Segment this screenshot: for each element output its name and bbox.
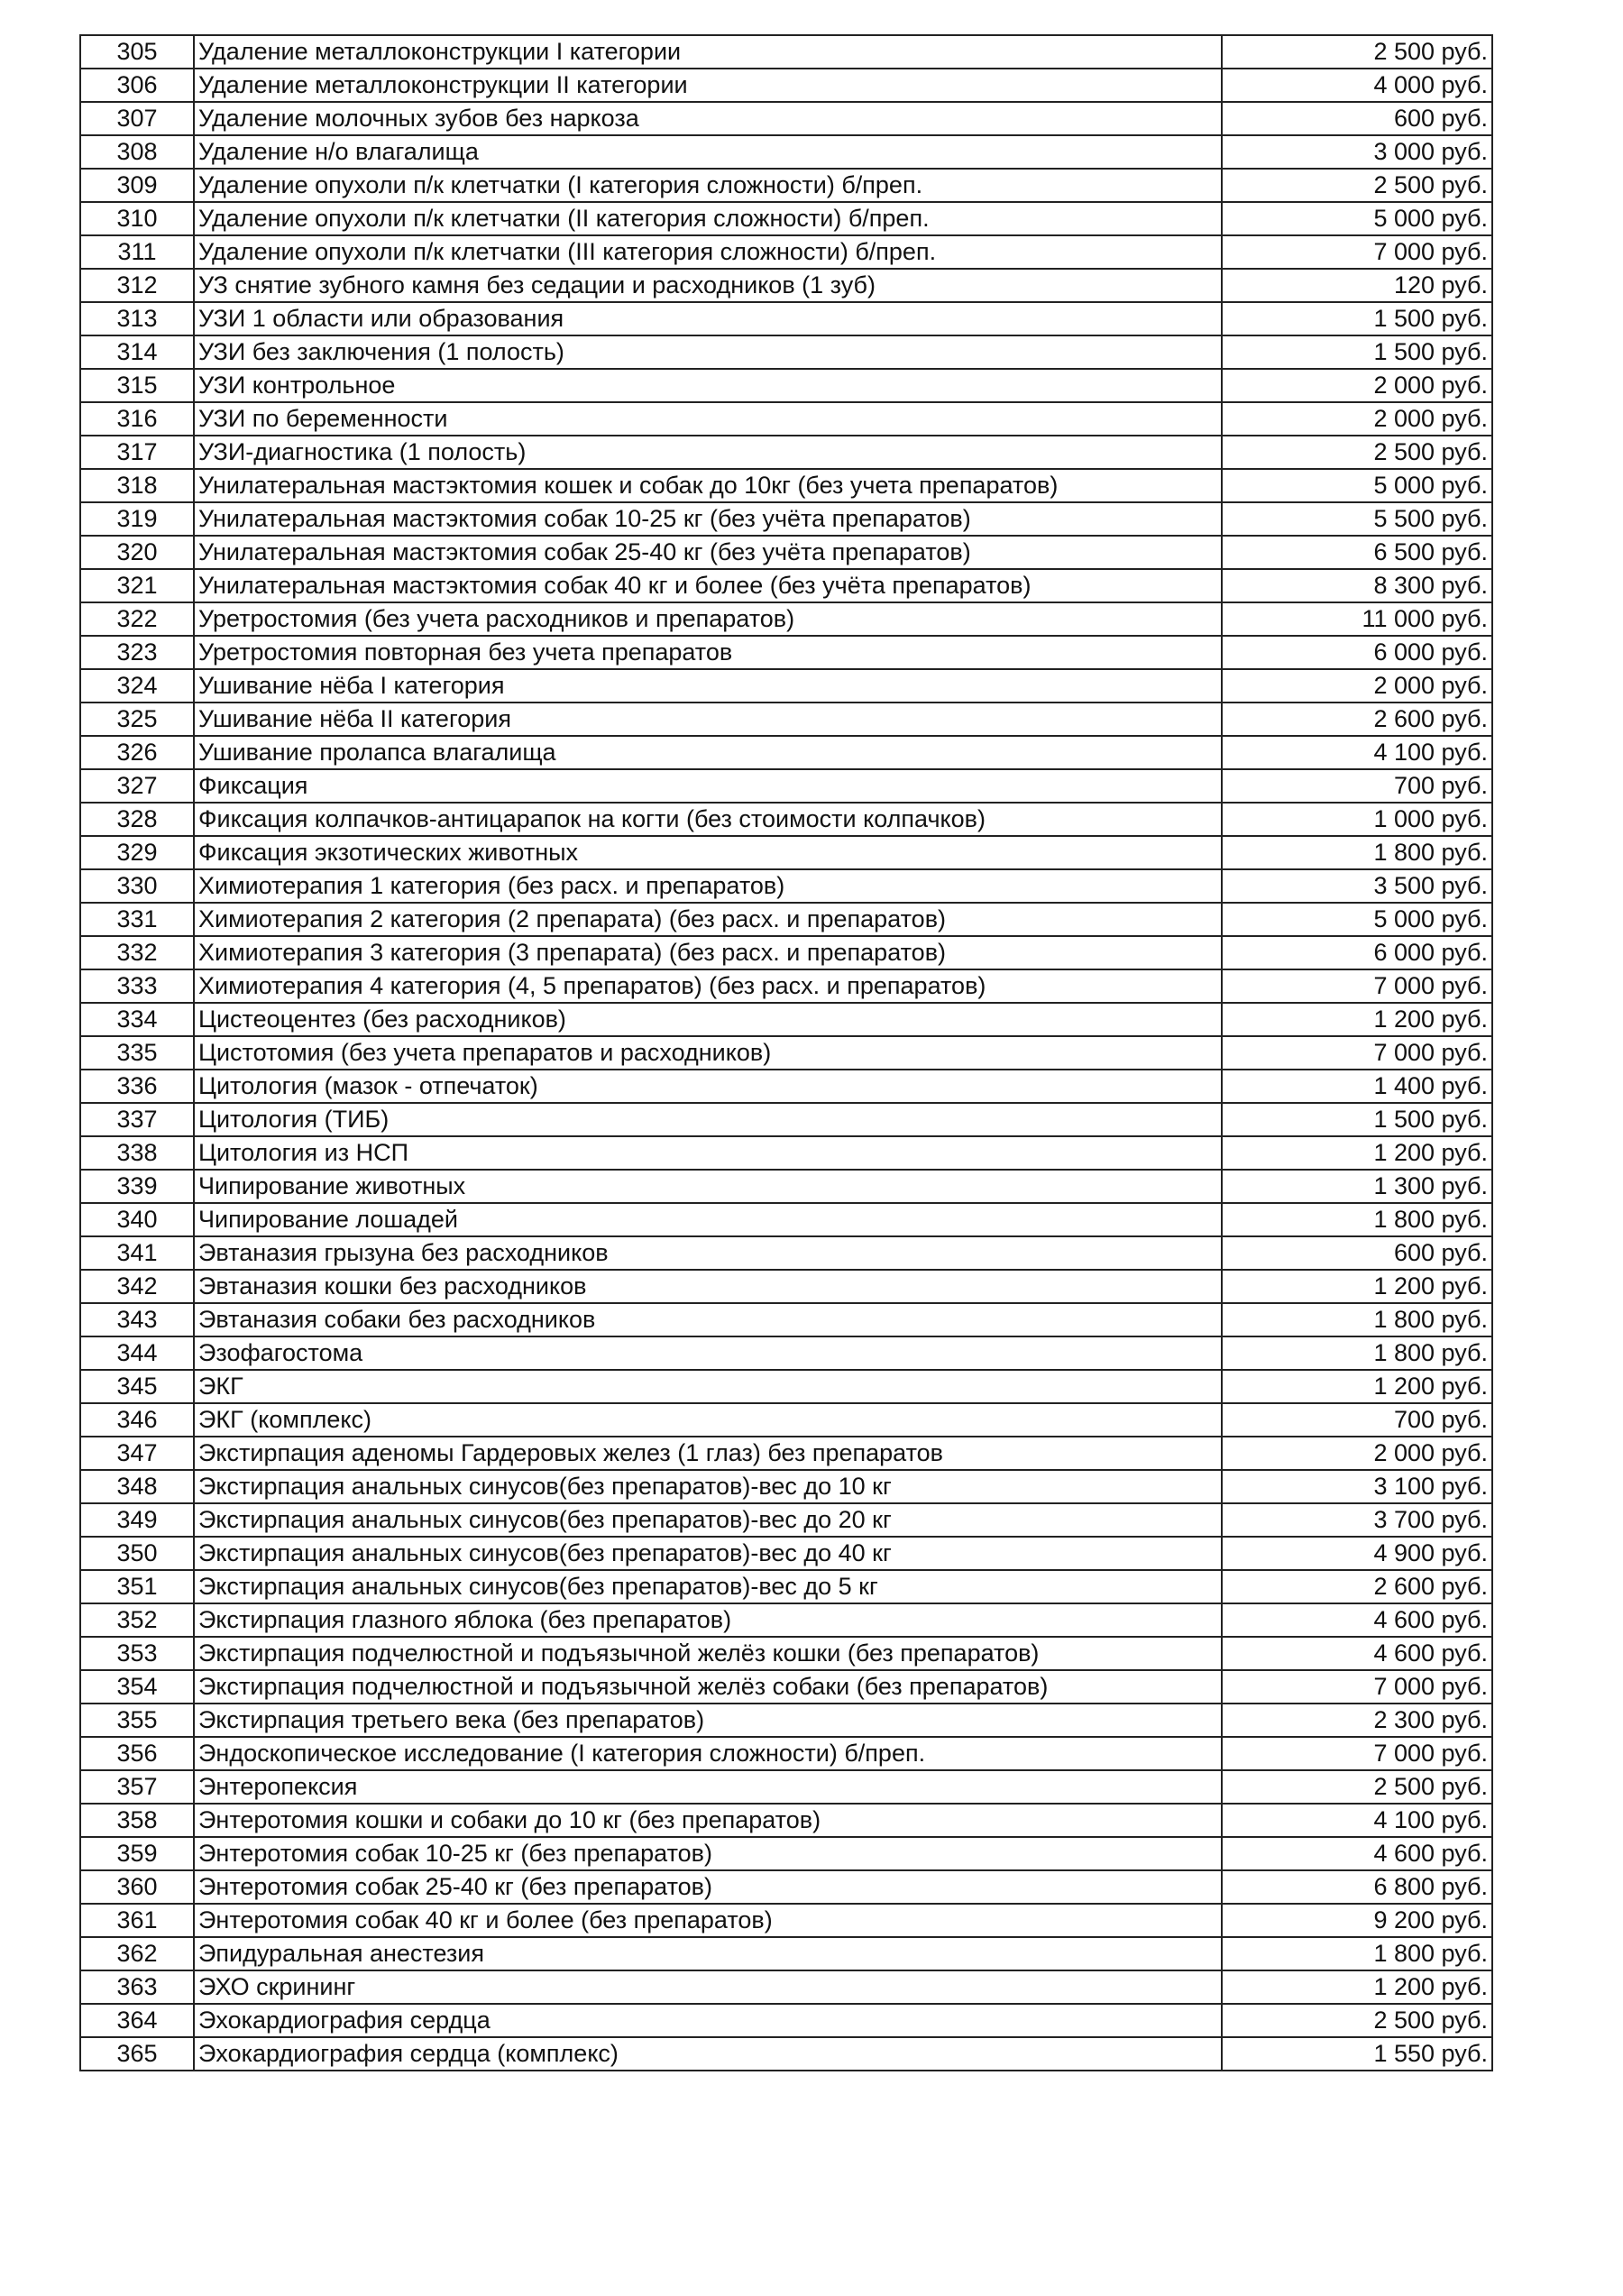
row-number: 353 [80, 1637, 194, 1670]
row-number: 365 [80, 2037, 194, 2071]
row-number: 336 [80, 1070, 194, 1103]
row-number: 357 [80, 1770, 194, 1804]
row-number: 332 [80, 936, 194, 969]
service-price: 2 500 руб. [1222, 35, 1492, 69]
row-number: 309 [80, 169, 194, 202]
service-name: Эзофагостома [194, 1336, 1222, 1370]
row-number: 315 [80, 369, 194, 402]
table-row [80, 2004, 1492, 2037]
row-number: 320 [80, 536, 194, 569]
service-price: 2 000 руб. [1222, 369, 1492, 402]
row-number: 363 [80, 1970, 194, 2004]
service-price: 1 200 руб. [1222, 1370, 1492, 1403]
table-row [80, 969, 1492, 1003]
service-price: 1 200 руб. [1222, 1003, 1492, 1036]
table-row [80, 1670, 1492, 1704]
service-price: 700 руб. [1222, 769, 1492, 803]
service-price: 7 000 руб. [1222, 1670, 1492, 1704]
service-price: 9 200 руб. [1222, 1904, 1492, 1937]
service-name: ЭКГ (комплекс) [194, 1403, 1222, 1437]
service-price: 4 100 руб. [1222, 736, 1492, 769]
row-number: 323 [80, 636, 194, 669]
row-number: 334 [80, 1003, 194, 1036]
service-price: 3 500 руб. [1222, 869, 1492, 903]
service-name: ЭКГ [194, 1370, 1222, 1403]
service-price: 1 200 руб. [1222, 1270, 1492, 1303]
table-row [80, 302, 1492, 335]
table-row [80, 836, 1492, 869]
row-number: 308 [80, 135, 194, 169]
service-price: 3 700 руб. [1222, 1503, 1492, 1537]
service-name: Энтеротомия собак 40 кг и более (без препаратов) [194, 1904, 1222, 1937]
service-name: Удаление опухоли п/к клетчатки (III категория сложности) б/преп. [194, 235, 1222, 269]
row-number: 317 [80, 436, 194, 469]
service-price: 600 руб. [1222, 102, 1492, 135]
service-name: УЗ снятие зубного камня без седации и расходников (1 зуб) [194, 269, 1222, 302]
table-row [80, 469, 1492, 502]
table-row [80, 2037, 1492, 2071]
service-name: Фиксация [194, 769, 1222, 803]
service-name: Эвтаназия кошки без расходников [194, 1270, 1222, 1303]
service-name: Химиотерапия 3 категория (3 препарата) (без расх. и препаратов) [194, 936, 1222, 969]
table-row [80, 1937, 1492, 1970]
service-name: Экстирпация подчелюстной и подъязычной желёз собаки (без препаратов) [194, 1670, 1222, 1704]
service-price: 2 000 руб. [1222, 669, 1492, 703]
table-row [80, 135, 1492, 169]
row-number: 358 [80, 1804, 194, 1837]
service-price: 2 500 руб. [1222, 169, 1492, 202]
row-number: 342 [80, 1270, 194, 1303]
service-price: 120 руб. [1222, 269, 1492, 302]
table-row [80, 1970, 1492, 2004]
service-name: Цитология (мазок - отпечаток) [194, 1070, 1222, 1103]
service-price: 2 600 руб. [1222, 703, 1492, 736]
row-number: 319 [80, 502, 194, 536]
service-price: 1 000 руб. [1222, 803, 1492, 836]
service-name: Уретростомия (без учета расходников и препаратов) [194, 602, 1222, 636]
row-number: 362 [80, 1937, 194, 1970]
table-row [80, 1470, 1492, 1503]
table-row [80, 1370, 1492, 1403]
table-row [80, 1837, 1492, 1870]
service-price: 2 000 руб. [1222, 1437, 1492, 1470]
table-row [80, 69, 1492, 102]
price-table-body [80, 35, 1492, 2071]
row-number: 361 [80, 1904, 194, 1937]
price-table [79, 34, 1493, 2071]
row-number: 344 [80, 1336, 194, 1370]
row-number: 337 [80, 1103, 194, 1136]
table-row [80, 602, 1492, 636]
row-number: 350 [80, 1537, 194, 1570]
service-name: Химиотерапия 4 категория (4, 5 препаратов) (без расх. и препаратов) [194, 969, 1222, 1003]
service-price: 1 500 руб. [1222, 1103, 1492, 1136]
service-price: 2 500 руб. [1222, 1770, 1492, 1804]
service-price: 4 900 руб. [1222, 1537, 1492, 1570]
service-name: Ушивание пролапса влагалища [194, 736, 1222, 769]
service-price: 4 600 руб. [1222, 1837, 1492, 1870]
table-row [80, 1537, 1492, 1570]
row-number: 322 [80, 602, 194, 636]
service-name: Удаление металлоконструкции I категории [194, 35, 1222, 69]
service-price: 11 000 руб. [1222, 602, 1492, 636]
table-row [80, 1136, 1492, 1170]
service-price: 1 500 руб. [1222, 302, 1492, 335]
service-name: Энтеропексия [194, 1770, 1222, 1804]
table-row [80, 335, 1492, 369]
service-name: Эвтаназия грызуна без расходников [194, 1236, 1222, 1270]
service-name: Фиксация колпачков-антицарапок на когти (без стоимости колпачков) [194, 803, 1222, 836]
service-price: 1 500 руб. [1222, 335, 1492, 369]
table-row [80, 1070, 1492, 1103]
row-number: 349 [80, 1503, 194, 1537]
service-name: Экстирпация аденомы Гардеровых желез (1 глаз) без препаратов [194, 1437, 1222, 1470]
row-number: 310 [80, 202, 194, 235]
row-number: 314 [80, 335, 194, 369]
service-price: 2 500 руб. [1222, 436, 1492, 469]
table-row [80, 1570, 1492, 1603]
row-number: 328 [80, 803, 194, 836]
table-row [80, 502, 1492, 536]
service-name: УЗИ-диагностика (1 полость) [194, 436, 1222, 469]
table-row [80, 1303, 1492, 1336]
table-row [80, 402, 1492, 436]
row-number: 346 [80, 1403, 194, 1437]
service-name: Ушивание нёба II категория [194, 703, 1222, 736]
table-row [80, 803, 1492, 836]
service-price: 7 000 руб. [1222, 1737, 1492, 1770]
row-number: 341 [80, 1236, 194, 1270]
table-row [80, 1737, 1492, 1770]
service-name: Химиотерапия 1 категория (без расх. и препаратов) [194, 869, 1222, 903]
service-name: Уретростомия повторная без учета препаратов [194, 636, 1222, 669]
row-number: 327 [80, 769, 194, 803]
service-price: 6 000 руб. [1222, 636, 1492, 669]
service-name: Экстирпация глазного яблока (без препаратов) [194, 1603, 1222, 1637]
service-price: 3 000 руб. [1222, 135, 1492, 169]
table-row [80, 269, 1492, 302]
service-price: 2 600 руб. [1222, 1570, 1492, 1603]
service-price: 1 200 руб. [1222, 1970, 1492, 2004]
service-price: 6 800 руб. [1222, 1870, 1492, 1904]
service-price: 5 000 руб. [1222, 469, 1492, 502]
table-row [80, 736, 1492, 769]
row-number: 316 [80, 402, 194, 436]
service-price: 600 руб. [1222, 1236, 1492, 1270]
row-number: 340 [80, 1203, 194, 1236]
table-row [80, 669, 1492, 703]
service-name: Экстирпация анальных синусов(без препаратов)-вес до 5 кг [194, 1570, 1222, 1603]
row-number: 325 [80, 703, 194, 736]
service-name: Ушивание нёба I категория [194, 669, 1222, 703]
service-price: 6 000 руб. [1222, 936, 1492, 969]
service-price: 5 000 руб. [1222, 202, 1492, 235]
service-price: 4 600 руб. [1222, 1603, 1492, 1637]
table-row [80, 369, 1492, 402]
row-number: 313 [80, 302, 194, 335]
row-number: 348 [80, 1470, 194, 1503]
table-row [80, 1403, 1492, 1437]
service-name: Эпидуральная анестезия [194, 1937, 1222, 1970]
table-row [80, 569, 1492, 602]
table-row [80, 436, 1492, 469]
service-name: Энтеротомия собак 25-40 кг (без препаратов) [194, 1870, 1222, 1904]
service-name: УЗИ по беременности [194, 402, 1222, 436]
service-name: Унилатеральная мастэктомия кошек и собак до 10кг (без учета препаратов) [194, 469, 1222, 502]
service-name: Удаление опухоли п/к клетчатки (I категория сложности) б/преп. [194, 169, 1222, 202]
table-row [80, 1870, 1492, 1904]
table-row [80, 1270, 1492, 1303]
service-name: Унилатеральная мастэктомия собак 10-25 кг (без учёта препаратов) [194, 502, 1222, 536]
table-row [80, 703, 1492, 736]
service-name: Унилатеральная мастэктомия собак 40 кг и более (без учёта препаратов) [194, 569, 1222, 602]
row-number: 305 [80, 35, 194, 69]
service-price: 700 руб. [1222, 1403, 1492, 1437]
service-name: Цистотомия (без учета препаратов и расходников) [194, 1036, 1222, 1070]
service-name: Энтеротомия собак 10-25 кг (без препаратов) [194, 1837, 1222, 1870]
service-price: 5 500 руб. [1222, 502, 1492, 536]
service-price: 7 000 руб. [1222, 1036, 1492, 1070]
row-number: 321 [80, 569, 194, 602]
table-row [80, 636, 1492, 669]
table-row [80, 1770, 1492, 1804]
service-name: Эхокардиография сердца (комплекс) [194, 2037, 1222, 2071]
service-name: Экстирпация анальных синусов(без препаратов)-вес до 20 кг [194, 1503, 1222, 1537]
service-price: 1 400 руб. [1222, 1070, 1492, 1103]
table-row [80, 1003, 1492, 1036]
table-row [80, 936, 1492, 969]
row-number: 338 [80, 1136, 194, 1170]
service-name: УЗИ 1 области или образования [194, 302, 1222, 335]
row-number: 318 [80, 469, 194, 502]
row-number: 324 [80, 669, 194, 703]
row-number: 359 [80, 1837, 194, 1870]
table-row [80, 903, 1492, 936]
row-number: 354 [80, 1670, 194, 1704]
service-price: 1 800 руб. [1222, 1303, 1492, 1336]
table-row [80, 1103, 1492, 1136]
service-name: Цитология из НСП [194, 1136, 1222, 1170]
table-row [80, 235, 1492, 269]
table-row [80, 1236, 1492, 1270]
row-number: 352 [80, 1603, 194, 1637]
row-number: 343 [80, 1303, 194, 1336]
service-price: 7 000 руб. [1222, 969, 1492, 1003]
row-number: 329 [80, 836, 194, 869]
service-price: 4 000 руб. [1222, 69, 1492, 102]
table-row [80, 1437, 1492, 1470]
service-price: 2 500 руб. [1222, 2004, 1492, 2037]
service-name: Чипирование лошадей [194, 1203, 1222, 1236]
service-name: Удаление металлоконструкции II категории [194, 69, 1222, 102]
service-name: Цистеоцентез (без расходников) [194, 1003, 1222, 1036]
row-number: 356 [80, 1737, 194, 1770]
service-price: 1 800 руб. [1222, 836, 1492, 869]
service-name: Удаление молочных зубов без наркоза [194, 102, 1222, 135]
row-number: 347 [80, 1437, 194, 1470]
row-number: 364 [80, 2004, 194, 2037]
table-row [80, 1170, 1492, 1203]
service-price: 8 300 руб. [1222, 569, 1492, 602]
row-number: 326 [80, 736, 194, 769]
service-name: ЭХО скрининг [194, 1970, 1222, 2004]
row-number: 331 [80, 903, 194, 936]
service-price: 1 300 руб. [1222, 1170, 1492, 1203]
service-price: 7 000 руб. [1222, 235, 1492, 269]
service-name: Унилатеральная мастэктомия собак 25-40 кг (без учёта препаратов) [194, 536, 1222, 569]
table-row [80, 1704, 1492, 1737]
row-number: 333 [80, 969, 194, 1003]
service-name: Энтеротомия кошки и собаки до 10 кг (без препаратов) [194, 1804, 1222, 1837]
service-name: Удаление н/о влагалища [194, 135, 1222, 169]
table-row [80, 35, 1492, 69]
table-row [80, 202, 1492, 235]
table-row [80, 1637, 1492, 1670]
table-row [80, 102, 1492, 135]
service-name: Фиксация экзотических животных [194, 836, 1222, 869]
service-price: 4 100 руб. [1222, 1804, 1492, 1837]
service-price: 1 800 руб. [1222, 1937, 1492, 1970]
row-number: 307 [80, 102, 194, 135]
table-row [80, 769, 1492, 803]
service-name: Цитология (ТИБ) [194, 1103, 1222, 1136]
row-number: 345 [80, 1370, 194, 1403]
row-number: 306 [80, 69, 194, 102]
service-price: 2 000 руб. [1222, 402, 1492, 436]
row-number: 351 [80, 1570, 194, 1603]
service-price: 1 800 руб. [1222, 1203, 1492, 1236]
row-number: 355 [80, 1704, 194, 1737]
table-row [80, 1036, 1492, 1070]
service-price: 5 000 руб. [1222, 903, 1492, 936]
service-price: 1 200 руб. [1222, 1136, 1492, 1170]
row-number: 335 [80, 1036, 194, 1070]
row-number: 339 [80, 1170, 194, 1203]
row-number: 330 [80, 869, 194, 903]
table-row [80, 536, 1492, 569]
service-name: УЗИ без заключения (1 полость) [194, 335, 1222, 369]
table-row [80, 1603, 1492, 1637]
service-price: 1 800 руб. [1222, 1336, 1492, 1370]
service-name: Экстирпация анальных синусов(без препаратов)-вес до 40 кг [194, 1537, 1222, 1570]
table-row [80, 1804, 1492, 1837]
service-name: Эндоскопическое исследование (I категория сложности) б/преп. [194, 1737, 1222, 1770]
row-number: 311 [80, 235, 194, 269]
service-name: Эвтаназия собаки без расходников [194, 1303, 1222, 1336]
service-price: 4 600 руб. [1222, 1637, 1492, 1670]
service-price: 3 100 руб. [1222, 1470, 1492, 1503]
table-row [80, 169, 1492, 202]
table-row [80, 869, 1492, 903]
service-name: Удаление опухоли п/к клетчатки (II категория сложности) б/преп. [194, 202, 1222, 235]
service-name: Химиотерапия 2 категория (2 препарата) (без расх. и препаратов) [194, 903, 1222, 936]
service-name: Чипирование животных [194, 1170, 1222, 1203]
service-name: Эхокардиография сердца [194, 2004, 1222, 2037]
service-name: УЗИ контрольное [194, 369, 1222, 402]
table-row [80, 1336, 1492, 1370]
service-price: 1 550 руб. [1222, 2037, 1492, 2071]
service-name: Экстирпация третьего века (без препаратов) [194, 1704, 1222, 1737]
service-name: Экстирпация анальных синусов(без препаратов)-вес до 10 кг [194, 1470, 1222, 1503]
table-row [80, 1904, 1492, 1937]
row-number: 360 [80, 1870, 194, 1904]
service-name: Экстирпация подчелюстной и подъязычной желёз кошки (без препаратов) [194, 1637, 1222, 1670]
row-number: 312 [80, 269, 194, 302]
table-row [80, 1503, 1492, 1537]
service-price: 6 500 руб. [1222, 536, 1492, 569]
table-row [80, 1203, 1492, 1236]
service-price: 2 300 руб. [1222, 1704, 1492, 1737]
